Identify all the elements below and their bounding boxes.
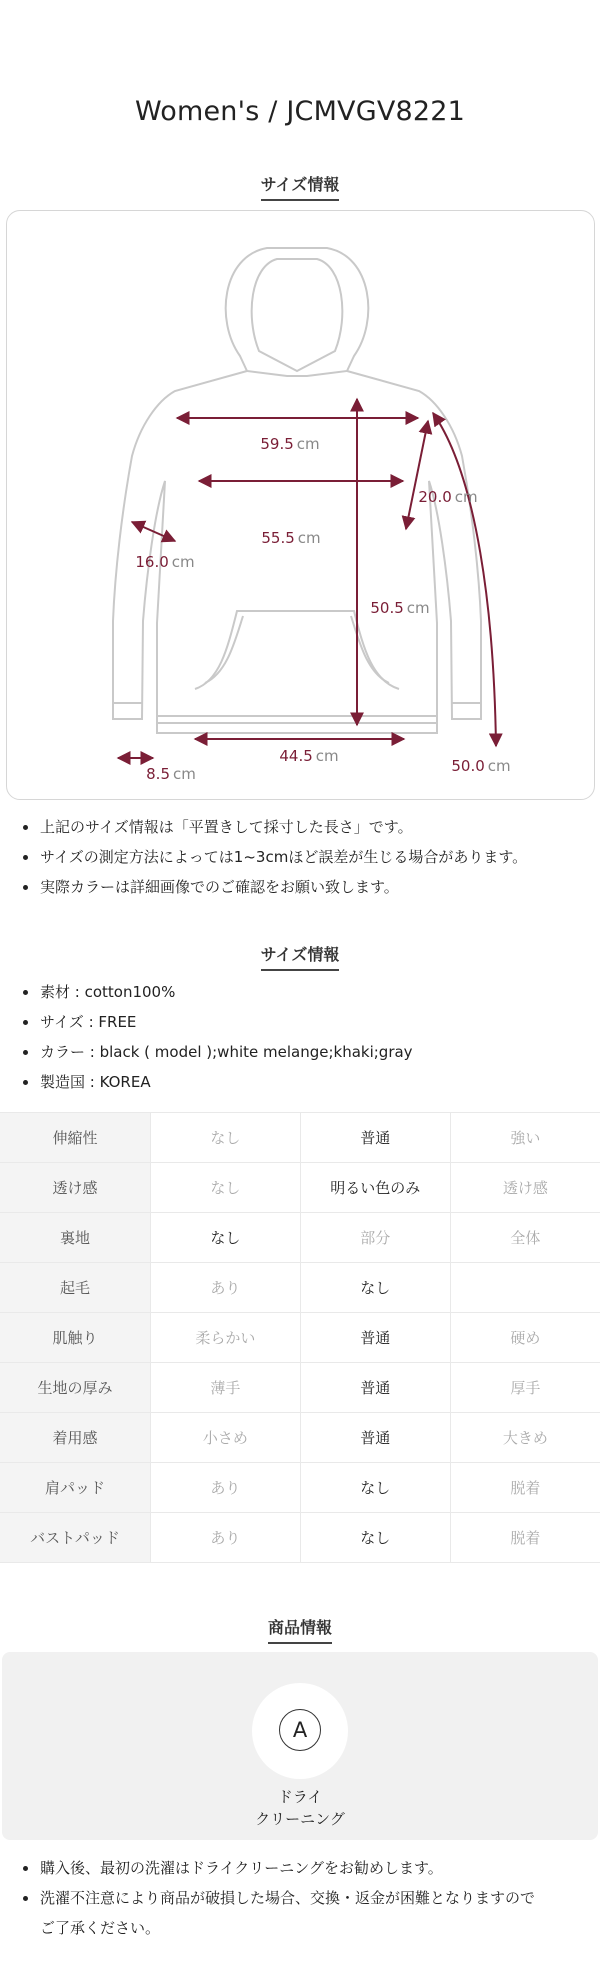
hoodie-illustration bbox=[7, 211, 594, 799]
attribute-option: あり bbox=[151, 1513, 301, 1563]
attribute-option: 脱着 bbox=[450, 1513, 600, 1563]
attribute-option: 全体 bbox=[450, 1213, 600, 1263]
list-item: 洗濯不注意により商品が破損した場合、交換・返金が困難となりますので bbox=[40, 1883, 535, 1913]
armhole-measure-line bbox=[406, 421, 428, 529]
attribute-option: なし bbox=[151, 1163, 301, 1213]
attribute-option: なし bbox=[151, 1213, 301, 1263]
attribute-option bbox=[450, 1263, 600, 1313]
care-label: ドライ クリーニング bbox=[255, 1788, 345, 1828]
attribute-option: 普通 bbox=[300, 1113, 450, 1163]
attribute-label: 透け感 bbox=[0, 1163, 151, 1213]
attribute-option: 部分 bbox=[300, 1213, 450, 1263]
attribute-option: なし bbox=[151, 1113, 301, 1163]
attribute-row bbox=[0, 1263, 600, 1313]
sleeve-length-label: 50.0 cm bbox=[451, 757, 511, 775]
attribute-label: 伸縮性 bbox=[0, 1113, 151, 1163]
attribute-label: 肩パッド bbox=[0, 1463, 151, 1513]
sleeve-length-measure-line bbox=[433, 413, 496, 746]
attribute-row bbox=[0, 1313, 600, 1363]
material-item: 素材 : cotton100% bbox=[40, 977, 413, 1007]
attribute-option: あり bbox=[151, 1263, 301, 1313]
attribute-option: 薄手 bbox=[151, 1363, 301, 1413]
length-label: 50.5 cm bbox=[370, 599, 430, 617]
spec-list bbox=[18, 977, 413, 1097]
attribute-label: 肌触り bbox=[0, 1313, 151, 1363]
attribute-row bbox=[0, 1463, 600, 1513]
care-icon-circle bbox=[252, 1683, 348, 1779]
attribute-option: 厚手 bbox=[450, 1363, 600, 1413]
attribute-label: バストパッド bbox=[0, 1513, 151, 1563]
size-diagram bbox=[6, 210, 595, 800]
attribute-option: 小さめ bbox=[151, 1413, 301, 1463]
attribute-option: あり bbox=[151, 1463, 301, 1513]
origin-item: 製造国 : KOREA bbox=[40, 1067, 413, 1097]
attribute-label: 着用感 bbox=[0, 1413, 151, 1463]
care-notes-list bbox=[18, 1853, 535, 1943]
page-title: Women's / JCMVGV8221 bbox=[134, 96, 466, 127]
attribute-label: 起毛 bbox=[0, 1263, 151, 1313]
attribute-row bbox=[0, 1363, 600, 1413]
chest-label: 55.5 cm bbox=[261, 529, 321, 547]
sleeve-width-label: 16.0 cm bbox=[135, 553, 195, 571]
attribute-option: 強い bbox=[450, 1113, 600, 1163]
hem-label: 44.5 cm bbox=[279, 747, 339, 765]
list-item: サイズの測定方法によっては1~3cmほど誤差が生じる場合があります。 bbox=[40, 842, 527, 872]
list-item: 実際カラーは詳細画像でのご確認をお願い致します。 bbox=[40, 872, 527, 902]
product-info-heading: 商品情報 bbox=[0, 1615, 600, 1644]
size-item: サイズ : FREE bbox=[40, 1007, 413, 1037]
spec-heading: サイズ情報 bbox=[0, 942, 600, 971]
attribute-label: 裏地 bbox=[0, 1213, 151, 1263]
attribute-option: なし bbox=[300, 1463, 450, 1513]
attribute-option: 明るい色のみ bbox=[300, 1163, 450, 1213]
attribute-option: なし bbox=[300, 1263, 450, 1313]
care-panel bbox=[2, 1652, 598, 1840]
attributes-table bbox=[0, 1112, 600, 1563]
attribute-row bbox=[0, 1113, 600, 1163]
list-item: 上記のサイズ情報は「平置きして採寸した長さ」です。 bbox=[40, 812, 527, 842]
attribute-option: 普通 bbox=[300, 1413, 450, 1463]
attribute-row bbox=[0, 1513, 600, 1563]
list-item-continuation: ご了承ください。 bbox=[40, 1919, 161, 1937]
attribute-option: 柔らかい bbox=[151, 1313, 301, 1363]
attribute-row bbox=[0, 1213, 600, 1263]
shoulder-label: 59.5 cm bbox=[260, 435, 320, 453]
armhole-label: 20.0 cm bbox=[418, 488, 478, 506]
attribute-option: なし bbox=[300, 1513, 450, 1563]
dry-clean-icon: A bbox=[279, 1709, 321, 1751]
attribute-row bbox=[0, 1413, 600, 1463]
attribute-label: 生地の厚み bbox=[0, 1363, 151, 1413]
attribute-option: 透け感 bbox=[450, 1163, 600, 1213]
attribute-option: 脱着 bbox=[450, 1463, 600, 1513]
attribute-row bbox=[0, 1163, 600, 1213]
attribute-option: 大きめ bbox=[450, 1413, 600, 1463]
attribute-option: 硬め bbox=[450, 1313, 600, 1363]
attribute-option: 普通 bbox=[300, 1363, 450, 1413]
color-item: カラー : black ( model );white melange;khaki;gray bbox=[40, 1037, 413, 1067]
size-notes-list bbox=[18, 812, 527, 902]
cuff-label: 8.5 cm bbox=[146, 765, 196, 783]
attribute-option: 普通 bbox=[300, 1313, 450, 1363]
list-item: 購入後、最初の洗濯はドライクリーニングをお勧めします。 bbox=[40, 1853, 535, 1883]
size-info-heading: サイズ情報 bbox=[0, 172, 600, 201]
